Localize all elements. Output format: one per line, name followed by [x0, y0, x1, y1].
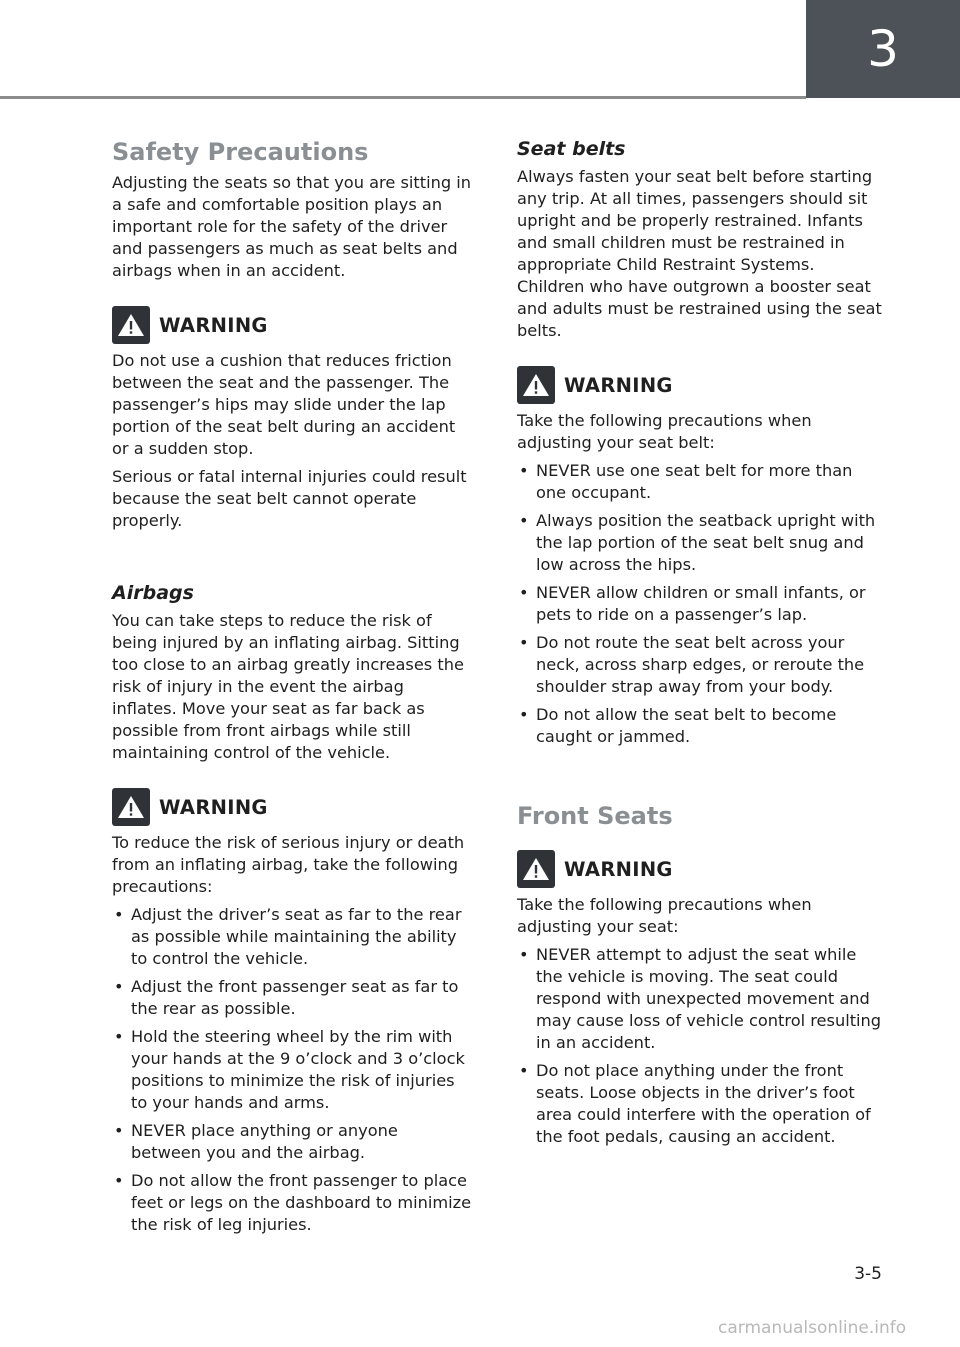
list-item: • Hold the steering wheel by the rim with your hands at the 9 o’clock and 3 o’clock positions to minimize the risk of injuries to your hands and arms. — [112, 1026, 472, 1114]
list-item: • Adjust the front passenger seat as far to the rear as possible. — [112, 976, 472, 1020]
warning-intro: Take the following precautions when adjusting your seat: — [517, 895, 812, 936]
warning-header — [112, 788, 472, 826]
warning-intro: To reduce the risk of serious injury or death from an inflating airbag, take the following precautions: — [112, 833, 465, 896]
list-item: • Do not allow the front passenger to place feet or legs on the dashboard to minimize the risk of leg injuries. — [112, 1170, 472, 1236]
safety-precautions-title: Safety Precautions — [112, 138, 369, 166]
watermark: carmanualsonline.info — [718, 1318, 907, 1338]
warning-text: Serious or fatal internal injuries could result because the seat belt cannot operate properly. — [112, 467, 467, 530]
list-item: • Always position the seatback upright with the lap portion of the seat belt snug and low across the hips. — [517, 510, 882, 576]
list-item: • NEVER attempt to adjust the seat while the vehicle is moving. The seat could respond with unexpected movement and may cause loss of vehicle control resulting in an accident. — [517, 944, 882, 1054]
front-seats-title: Front Seats — [517, 802, 673, 830]
warning-label: WARNING — [564, 857, 673, 881]
warning-text: Do not use a cushion that reduces friction between the seat and the passenger. The passenger’s hips may slide under the lap portion of the seat belt during an accident or a sudden stop. — [112, 351, 456, 458]
airbags-title: Airbags — [112, 582, 194, 604]
warning-list — [112, 904, 472, 1236]
warning-triangle-icon — [517, 366, 555, 404]
right-column — [517, 136, 882, 1148]
list-item: • Do not allow the seat belt to become caught or jammed. — [517, 704, 882, 748]
list-item: • NEVER use one seat belt for more than one occupant. — [517, 460, 882, 504]
list-item: • NEVER place anything or anyone between you and the airbag. — [112, 1120, 472, 1164]
list-item: • Do not place anything under the front seats. Loose objects in the driver’s foot area could interfere with the operation of the foot pedals, causing an accident. — [517, 1060, 882, 1148]
list-item: • Do not route the seat belt across your neck, across sharp edges, or reroute the shoulder strap away from your body. — [517, 632, 882, 698]
warning-triangle-icon — [517, 850, 555, 888]
chapter-number: 3 — [867, 20, 899, 78]
warning-label: WARNING — [564, 373, 673, 397]
chapter-tab — [806, 0, 960, 98]
seat-belts-text: Always fasten your seat belt before starting any trip. At all times, passengers should sit upright and be properly restrained. Infants and small children must be restrained in appropriate Child Restraint Systems. Children who have outgrown a booster seat and adults must be restrained using the seat belts. — [517, 167, 882, 340]
warning-list — [517, 460, 882, 748]
left-column — [112, 136, 472, 1236]
warning-list — [517, 944, 882, 1148]
seat-belts-title: Seat belts — [517, 138, 626, 160]
warning-triangle-icon — [112, 306, 150, 344]
header-rule — [0, 96, 806, 99]
airbags-text: You can take steps to reduce the risk of being injured by an inflating airbag. Sitting too close to an airbag greatly increases the risk of injury in the event the airbag inflates. Move your seat as far back as possible from front airbags while still maintaining control of the vehicle. — [112, 611, 464, 762]
list-item: • Adjust the driver’s seat as far to the rear as possible while maintaining the ability to control the vehicle. — [112, 904, 472, 970]
safety-intro: Adjusting the seats so that you are sitting in a safe and comfortable position plays an important role for the safety of the driver and passengers as much as seat belts and airbags when in an accident. — [112, 173, 472, 280]
page-number: 3-5 — [854, 1264, 882, 1284]
warning-label: WARNING — [159, 313, 268, 337]
warning-header — [517, 850, 882, 888]
list-item: • NEVER allow children or small infants, or pets to ride on a passenger’s lap. — [517, 582, 882, 626]
warning-header — [517, 366, 882, 404]
warning-header — [112, 306, 472, 344]
warning-intro: Take the following precautions when adjusting your seat belt: — [517, 411, 812, 452]
warning-label: WARNING — [159, 795, 268, 819]
warning-triangle-icon — [112, 788, 150, 826]
